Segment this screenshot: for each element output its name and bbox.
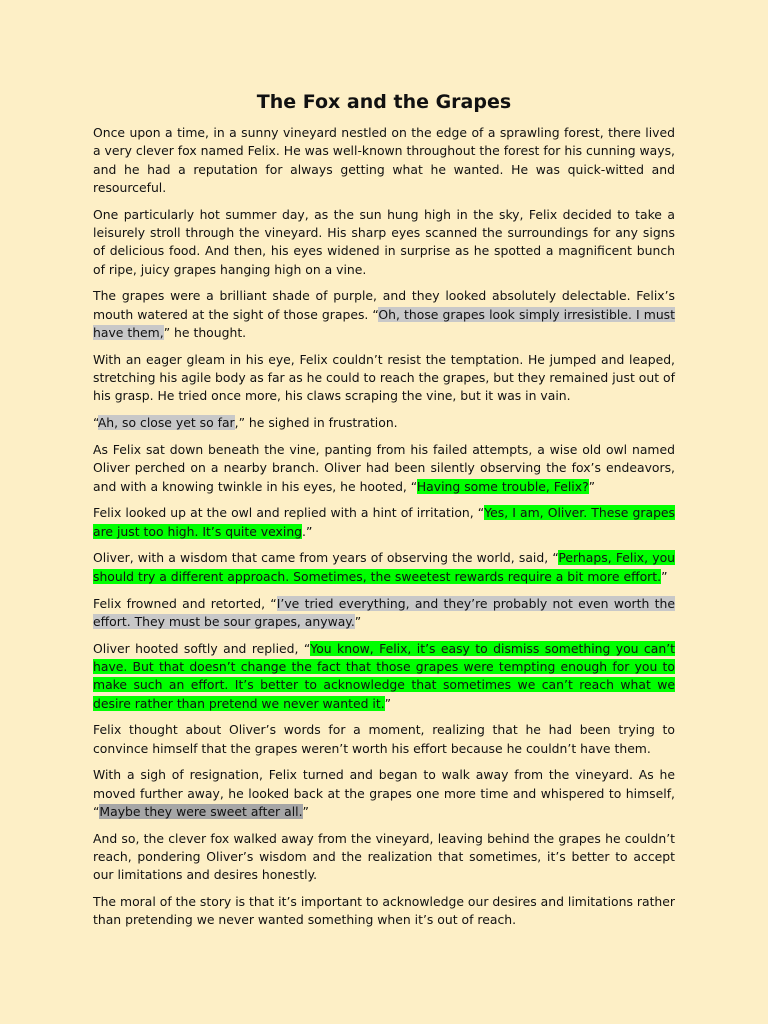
highlighted-quote: Ah, so close yet so far xyxy=(97,415,235,431)
highlighted-quote: I’ve tried everything, and they’re probably not even worth the effort. They must be sour grapes, anyway. xyxy=(93,595,675,629)
paragraph-13 xyxy=(93,830,675,885)
paragraph-3 xyxy=(93,287,675,342)
paragraph-text: Felix looked up at the owl and replied with a hint of irritation, “ xyxy=(93,505,485,521)
paragraph-text: ” xyxy=(588,478,596,494)
paragraph-text: ” xyxy=(302,804,309,819)
paragraph-1 xyxy=(93,124,675,197)
paragraph-9 xyxy=(93,595,675,632)
paragraph-text: ” he thought. xyxy=(163,324,247,340)
paragraph-text: ” xyxy=(354,613,362,629)
story-title: The Fox and the Grapes xyxy=(256,91,512,113)
paragraph-text: With an eager gleam in his eye, Felix couldn’t resist the temptation. He jumped and leaped, stretching his agile body as far as he could to reach the grapes, but they remained just out of his grasp. He tried once more, his claws scraping the vine, but it was in vain. xyxy=(93,351,675,404)
paragraph-14 xyxy=(93,893,675,930)
paragraph-8 xyxy=(93,549,675,586)
paragraph-text: Felix frowned and retorted, “ xyxy=(93,595,277,611)
paragraph-text: “ xyxy=(93,415,98,431)
paragraph-12 xyxy=(93,766,675,821)
highlighted-quote: You know, Felix, it’s easy to dismiss something you can’t have. But that doesn’t change the fact that those grapes were tempting enough for you to make such an effort. It’s better to acknowledge that sometimes we can’t reach what we desire rather than pretend we never wanted it. xyxy=(93,640,675,711)
paragraph-6 xyxy=(93,441,675,496)
paragraph-10 xyxy=(93,640,675,713)
paragraph-text: The moral of the story is that it’s important to acknowledge our desires and limitations rather than pretending we never wanted something when it’s out of reach. xyxy=(93,894,675,928)
highlighted-quote: Having some trouble, Felix? xyxy=(416,478,589,494)
paragraph-text: With a sigh of resignation, Felix turned and began to walk away from the vineyard. As he moved further away, he looked back at the grapes one more time and whispered to himself, “ xyxy=(93,767,675,819)
paragraph-11 xyxy=(93,721,675,758)
paragraph-text: ” xyxy=(384,695,392,711)
paragraph-7 xyxy=(93,504,675,541)
paragraph-text: .” xyxy=(302,523,313,539)
paragraph-text: And so, the clever fox walked away from the vineyard, leaving behind the grapes he couldn’t reach, pondering Oliver’s wisdom and the realization that sometimes, it’s better to accept our limitations and desires honestly. xyxy=(93,830,675,883)
paragraph-text: Once upon a time, in a sunny vineyard nestled on the edge of a sprawling forest, there lived a very clever fox named Felix. He was well-known throughout the forest for his cunning ways, and he had a reputation for always getting what he wanted. He was quick-witted and resourceful. xyxy=(93,125,675,195)
paragraph-2 xyxy=(93,206,675,279)
paragraph-text: Oliver, with a wisdom that came from years of observing the world, said, “ xyxy=(93,550,559,566)
paragraph-text: ” xyxy=(661,568,668,584)
paragraph-5 xyxy=(93,414,675,432)
highlighted-quote: Oh, those grapes look simply irresistible. I must have them, xyxy=(93,306,675,340)
highlighted-quote: Yes, I am, Oliver. These grapes are just too high. It’s quite vexing xyxy=(93,505,676,539)
paragraph-text: ,” he sighed in frustration. xyxy=(234,415,398,431)
paragraph-text: The grapes were a brilliant shade of purple, and they looked absolutely delectable. Felix’s mouth watered at the sight of those grapes. “ xyxy=(93,288,675,322)
paragraph-text: One particularly hot summer day, as the sun hung high in the sky, Felix decided to take a leisurely stroll through the vineyard. His sharp eyes scanned the surroundings for any signs of delicious food. And then, his eyes widened in surprise as he spotted a magnificent bunch of ripe, juicy grapes hanging high on a vine. xyxy=(93,206,675,277)
paragraph-text: Oliver hooted softly and replied, “ xyxy=(93,640,311,656)
paragraph-text: Felix thought about Oliver’s words for a moment, realizing that he had been trying to convince himself that the grapes weren’t worth his effort because he couldn’t have them. xyxy=(93,722,675,756)
paragraph-text: As Felix sat down beneath the vine, panting from his failed attempts, a wise old owl named Oliver perched on a nearby branch. Oliver had been silently observing the fox’s endeavors, and with a knowing twinkle in his eyes, he hooted, “ xyxy=(93,441,675,494)
highlighted-quote: Perhaps, Felix, you should try a different approach. Sometimes, the sweetest rewards require a bit more effort. xyxy=(93,550,676,584)
paragraph-4 xyxy=(93,351,675,406)
highlighted-quote: Maybe they were sweet after all. xyxy=(99,804,303,819)
